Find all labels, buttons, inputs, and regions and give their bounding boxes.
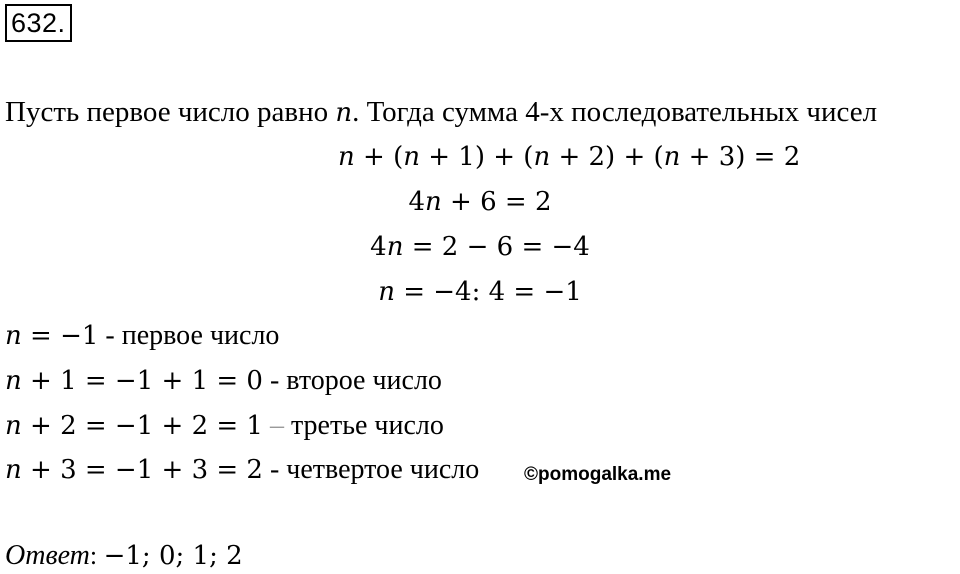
intro-text xyxy=(5,94,877,131)
answer-line xyxy=(5,538,243,574)
result-line-fourth xyxy=(5,452,479,488)
result-separator: - xyxy=(98,320,122,351)
result-expr: n + 2 = −1 + 2 = 1 xyxy=(5,411,263,441)
result-label: третье число xyxy=(290,410,444,441)
answer-colon: : xyxy=(89,541,104,570)
result-separator: - xyxy=(262,454,287,485)
result-expr: n + 3 = −1 + 3 = 2 xyxy=(5,455,263,485)
problem-number: 632. xyxy=(5,4,72,42)
answer-value: −1; 0; 1; 2 xyxy=(103,541,243,571)
result-separator: – xyxy=(262,410,291,441)
result-line-first xyxy=(5,318,279,354)
result-line-third xyxy=(5,408,444,444)
result-label: первое число xyxy=(121,320,280,351)
result-expr: n + 1 = −1 + 1 = 0 xyxy=(5,366,263,396)
intro-variable: n xyxy=(335,98,353,128)
result-separator: - xyxy=(262,365,287,396)
equation-simplified: 4n + 6 = 2 xyxy=(408,187,552,217)
result-label: второе число xyxy=(286,365,442,396)
equation-subtract: 4n = 2 − 6 = −4 xyxy=(370,232,590,262)
equation-sum: n + (n + 1) + (n + 2) + (n + 3) = 2 xyxy=(338,142,801,172)
result-line-second xyxy=(5,363,442,399)
watermark: ©pomogalka.me xyxy=(524,464,672,485)
answer-label: Ответ xyxy=(5,540,90,571)
result-expr: n = −1 xyxy=(5,321,99,351)
intro-part1: Пусть первое число равно xyxy=(5,96,336,128)
result-label: четвертое число xyxy=(286,454,480,485)
equation-divide: n = −4: 4 = −1 xyxy=(378,277,582,307)
intro-part2: . Тогда сумма 4-х последовательных чисел xyxy=(352,96,878,128)
